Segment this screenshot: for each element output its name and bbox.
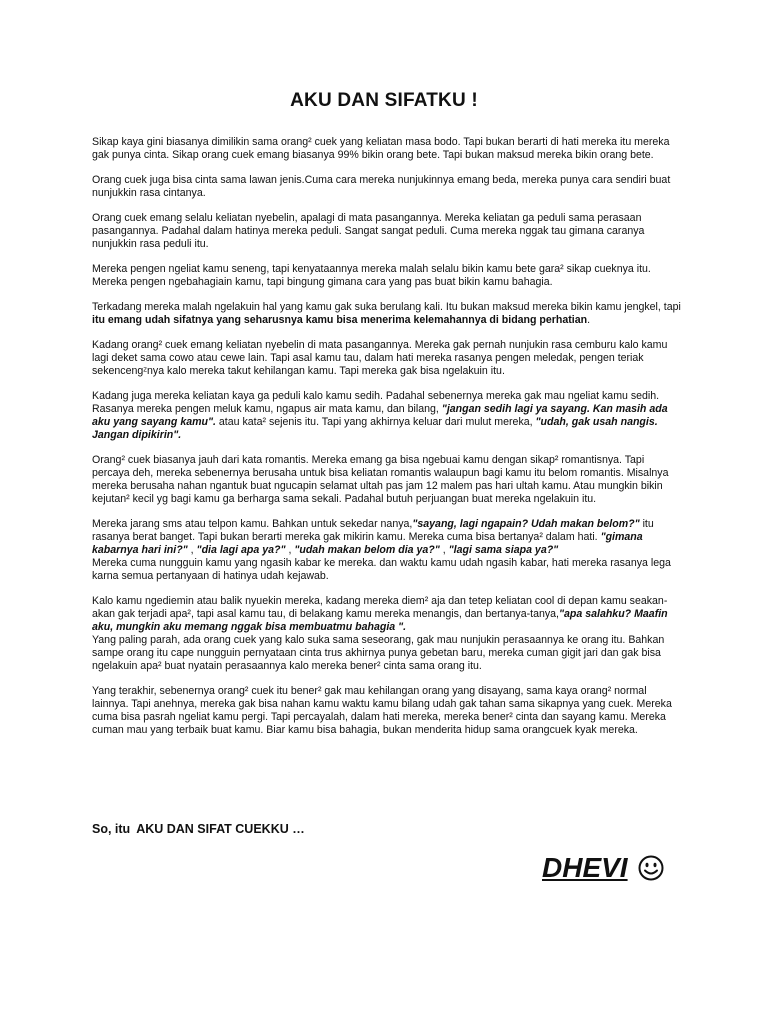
paragraph-text: Kalo kamu ngediemin atau balik nyuekin mereka, kadang mereka diem² aja dan tetep keliatan cool di depan kamu seakan-akan gak terjadi apa², tapi asal kamu tau, di belakang kamu mereka menangis, dan bertanya-tanya, bbox=[92, 595, 668, 620]
paragraph-text: Kadang juga mereka keliatan kaya ga peduli kalo kamu sedih. Padahal sebenernya mereka gak mau ngeliat kamu sedih. Rasanya mereka pengen meluk kamu, ngapus air mata kamu, dan bilang, bbox=[92, 390, 660, 415]
paragraph bbox=[92, 595, 682, 673]
paragraph bbox=[92, 685, 682, 737]
closing-rest: AKU DAN SIFAT CUEKKU … bbox=[136, 822, 305, 836]
paragraph-text: Mereka jarang sms atau telpon kamu. Bahkan untuk sekedar nanya, bbox=[92, 518, 413, 530]
emphasized-text: "jangan sedih lagi ya sayang. Kan masih ada aku yang sayang kamu". bbox=[92, 403, 668, 428]
paragraph bbox=[92, 339, 682, 378]
emphasized-text: "lagi sama siapa ya?" bbox=[448, 544, 559, 556]
document-body bbox=[92, 136, 682, 749]
paragraph bbox=[92, 454, 682, 506]
paragraph-text: Yang paling parah, ada orang cuek yang kalo suka sama seseorang, gak mau nunjukin perasaannya ke orang itu. Bahkan sampe orang itu cape nungguin pernyataan cinta trus akhirnya punya gebetan baru, mereka cuman gigit jari dan gak bisa ngelakuin apa² buat nyatain perasaannya kalo mereka bener² cinta sama orang itu. bbox=[92, 634, 665, 672]
paragraph-text: Terkadang mereka malah ngelakuin hal yang kamu gak suka berulang kali. Itu bukan maksud mereka bikin kamu jengkel, tapi bbox=[92, 301, 681, 313]
paragraph-text: Orang² cuek biasanya jauh dari kata romantis. Mereka emang ga bisa ngebuai kamu dengan sikap² romantisnya. Tapi percaya deh, mereka sebenernya berusaha untuk bisa keliatan romantis walaupun bagi kamu itu belom romantis. Misalnya mereka berusaha nahan ngantuk buat ngucapin selamat ultah pas jam 12 malem pas hari ultah kamu. Atau mungkin bikin kejutan² kecil yg bagi kamu ga berharga sama sekali. Padahal butuh perjuangan buat mereka ngelakuin itu. bbox=[92, 454, 669, 505]
paragraph bbox=[92, 518, 682, 583]
smiley-icon bbox=[638, 855, 664, 888]
paragraph bbox=[92, 174, 682, 200]
paragraph-text: Yang terakhir, sebenernya orang² cuek itu bener² gak mau kehilangan orang yang disayang, sama kaya orang² normal lainnya. Tapi anehnya, mereka gak bisa nahan kamu waktu kamu bilang udah gak tahan sama sikapnya yang cuek. Mereka cuma bisa pasrah ngeliat kamu pergi. Tapi percayalah, dalam hati mereka, mereka bener² cinta dan sayang kamu. Mereka cuman mau yang terbaik buat kamu. Biar kamu bisa bahagia, bukan menderita hidup sama orangcuek kyak mereka. bbox=[92, 685, 672, 736]
paragraph bbox=[92, 136, 682, 162]
closing-lead: So, itu bbox=[92, 822, 131, 836]
paragraph bbox=[92, 390, 682, 442]
paragraph-text: Sikap kaya gini biasanya dimilikin sama orang² cuek yang keliatan masa bodo. Tapi bukan berarti di hati mereka itu mereka gak punya cinta. Sikap orang cuek emang biasanya 99% bikin orang bete. Tapi bukan maksud mereka bikin orang bete. bbox=[92, 136, 670, 161]
signature-name: DHEVI bbox=[542, 852, 628, 883]
paragraph-text: . bbox=[587, 314, 591, 326]
paragraph-text: , bbox=[285, 544, 295, 556]
paragraph-text: , bbox=[439, 544, 449, 556]
emphasized-text: "sayang, lagi ngapain? Udah makan belom?" bbox=[412, 518, 640, 530]
emphasized-text: "dia lagi apa ya?" bbox=[196, 544, 286, 556]
paragraph bbox=[92, 301, 682, 327]
emphasized-text: "apa salahku? Maafin aku, mungkin aku memang nggak bisa membuatmu bahagia ". bbox=[92, 608, 668, 633]
emphasized-text: itu emang udah sifatnya yang seharusnya kamu bisa menerima kelemahannya di bidang perhatian bbox=[92, 314, 588, 326]
paragraph-text: , bbox=[187, 544, 197, 556]
paragraph-text: Mereka pengen ngeliat kamu seneng, tapi kenyataannya mereka malah selalu bikin kamu bete gara² sikap cueknya itu. Mereka pengen ngebahagiain kamu, tapi bingung gimana cara yang pas buat bikin kamu bahagia. bbox=[92, 263, 651, 288]
paragraph bbox=[92, 212, 682, 251]
paragraph bbox=[92, 263, 682, 289]
closing-line bbox=[92, 822, 305, 836]
paragraph-text: Orang cuek emang selalu keliatan nyebelin, apalagi di mata pasangannya. Mereka keliatan ga peduli sama perasaan pasangannya. Padahal dalam hatinya mereka peduli. Sangat sangat peduli. Cuma mereka nggak tau gimana caranya nunjukkin rasa peduli itu. bbox=[92, 212, 645, 250]
document-title: AKU DAN SIFATKU ! bbox=[290, 90, 478, 111]
paragraph-text: Kadang orang² cuek emang keliatan nyebelin di mata pasangannya. Mereka gak pernah nunjukin rasa cemburu kalo kamu lagi deket sama cowo atau cewe lain. Tapi asal kamu tau, dalam hati mereka rasanya pengen meledak, pengen teriak sekencengᶻnya kalo mereka takut kehilangan kamu. Tapi mereka gak bisa ngelakuin itu. bbox=[92, 339, 668, 377]
signature bbox=[542, 852, 664, 888]
paragraph-text: Orang cuek juga bisa cinta sama lawan jenis.Cuma cara mereka nunjukinnya emang beda, mereka punya cara sendiri buat nunjukkin rasa cintanya. bbox=[92, 174, 671, 199]
emphasized-text: "udah makan belom dia ya?" bbox=[294, 544, 440, 556]
paragraph-text: itu rasanya berat banget. Tapi bukan berarti mereka gak mikirin kamu. Mereka cuma bisa bertanya² dalam hati. bbox=[92, 518, 654, 543]
paragraph-text: atau kata² sejenis itu. Tapi yang akhirnya keluar dari mulut mereka, bbox=[215, 416, 536, 428]
emphasized-text: "udah, gak usah nangis. Jangan dipikirin". bbox=[92, 416, 658, 441]
paragraph-text: Mereka cuma nungguin kamu yang ngasih kabar ke mereka. dan waktu kamu udah ngasih kabar, hati mereka rasanya lega karna semua pertanyaan di hatinya udah kejawab. bbox=[92, 557, 671, 582]
emphasized-text: "gimana kabarnya hari ini?" bbox=[92, 531, 643, 556]
